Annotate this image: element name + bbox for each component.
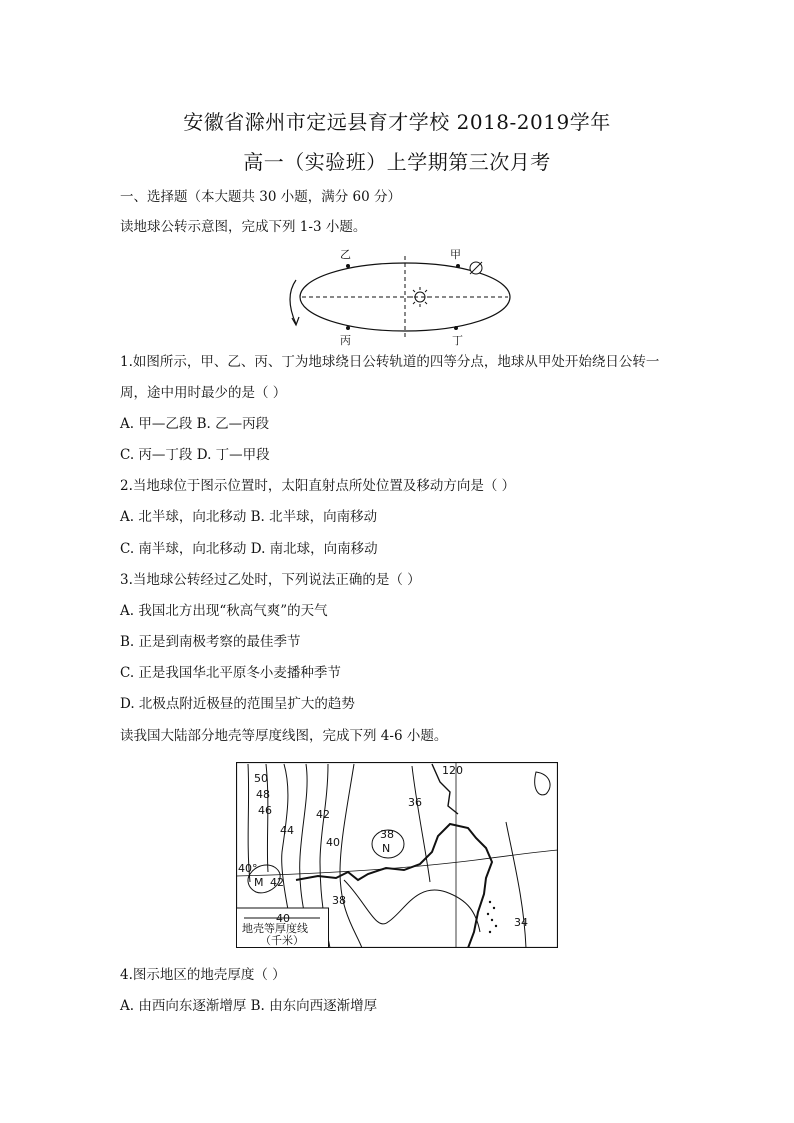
orbit-label-yi: 乙 bbox=[340, 248, 351, 261]
latitude-label: 40° bbox=[238, 862, 258, 875]
q2-stem: 2.当地球位于图示位置时，太阳直射点所处位置及移动方向是（ ） bbox=[120, 478, 516, 494]
contour-label-46: 46 bbox=[258, 804, 272, 817]
contour-label-N-38: 38 bbox=[380, 828, 394, 841]
q4-stem: 4.图示地区的地壳厚度（ ） bbox=[120, 967, 286, 983]
q2-options-row1: A. 北半球，向北移动 B. 北半球，向南移动 bbox=[120, 509, 378, 525]
section-heading: 一、选择题（本大题共 30 小题，满分 60 分） bbox=[120, 189, 402, 205]
page-title-line2: 高一（实验班）上学期第三次月考 bbox=[243, 150, 551, 174]
contour-label-40: 40 bbox=[326, 836, 340, 849]
orbit-label-jia: 甲 bbox=[450, 248, 461, 261]
q1-stem-line1: 1.如图所示，甲、乙、丙、丁为地球绕日公转轨道的四等分点，地球从甲处开始绕日公转一 bbox=[120, 354, 660, 370]
contour-label-42: 42 bbox=[316, 808, 330, 821]
q4-options-row1: A. 由西向东逐渐增厚 B. 由东向西逐渐增厚 bbox=[120, 998, 378, 1014]
point-n-label: N bbox=[382, 842, 391, 855]
contour-label-M-42: 42 bbox=[270, 876, 284, 889]
legend-line2: （千米） bbox=[260, 934, 304, 947]
legend-line1: 地壳等厚度线 bbox=[242, 922, 308, 935]
q1-options-row2: C. 丙—丁段 D. 丁—甲段 bbox=[120, 447, 270, 463]
q3-option-a: A. 我国北方出现“秋高气爽”的天气 bbox=[120, 603, 328, 619]
q3-option-b: B. 正是到南极考察的最佳季节 bbox=[120, 634, 301, 650]
contour-label-50: 50 bbox=[254, 772, 268, 785]
q1-options-row1: A. 甲—乙段 B. 乙—丙段 bbox=[120, 416, 270, 432]
legend-value: 40 bbox=[276, 912, 290, 925]
page-title-line1: 安徽省滁州市定远县育才学校 2018-2019学年 bbox=[183, 110, 611, 134]
contour-label-36: 36 bbox=[408, 796, 422, 809]
longitude-label: 120 bbox=[442, 764, 463, 777]
intro-text-1: 读地球公转示意图，完成下列 1-3 小题。 bbox=[120, 219, 367, 235]
orbit-label-bing: 丙 bbox=[340, 334, 351, 347]
contour-label-44: 44 bbox=[280, 824, 294, 837]
sun-icon bbox=[410, 287, 430, 307]
q2-options-row2: C. 南半球，向北移动 D. 南北球，向南移动 bbox=[120, 541, 378, 557]
contour-label-34: 34 bbox=[514, 916, 528, 929]
q3-option-d: D. 北极点附近极昼的范围呈扩大的趋势 bbox=[120, 696, 355, 712]
crust-thickness-map bbox=[236, 762, 558, 948]
point-m-label: M bbox=[254, 876, 264, 889]
earth-icon bbox=[470, 262, 482, 274]
orbit-label-ding: 丁 bbox=[452, 334, 463, 347]
q3-stem: 3.当地球公转经过乙处时，下列说法正确的是（ ） bbox=[120, 572, 421, 588]
earth-orbit-diagram bbox=[280, 244, 520, 348]
intro-text-2: 读我国大陆部分地壳等厚度线图，完成下列 4-6 小题。 bbox=[120, 728, 448, 744]
q3-option-c: C. 正是我国华北平原冬小麦播种季节 bbox=[120, 665, 341, 681]
q1-stem-line2: 周，途中用时最少的是（ ） bbox=[120, 385, 287, 401]
contour-label-48: 48 bbox=[256, 788, 270, 801]
contour-label-38: 38 bbox=[332, 894, 346, 907]
